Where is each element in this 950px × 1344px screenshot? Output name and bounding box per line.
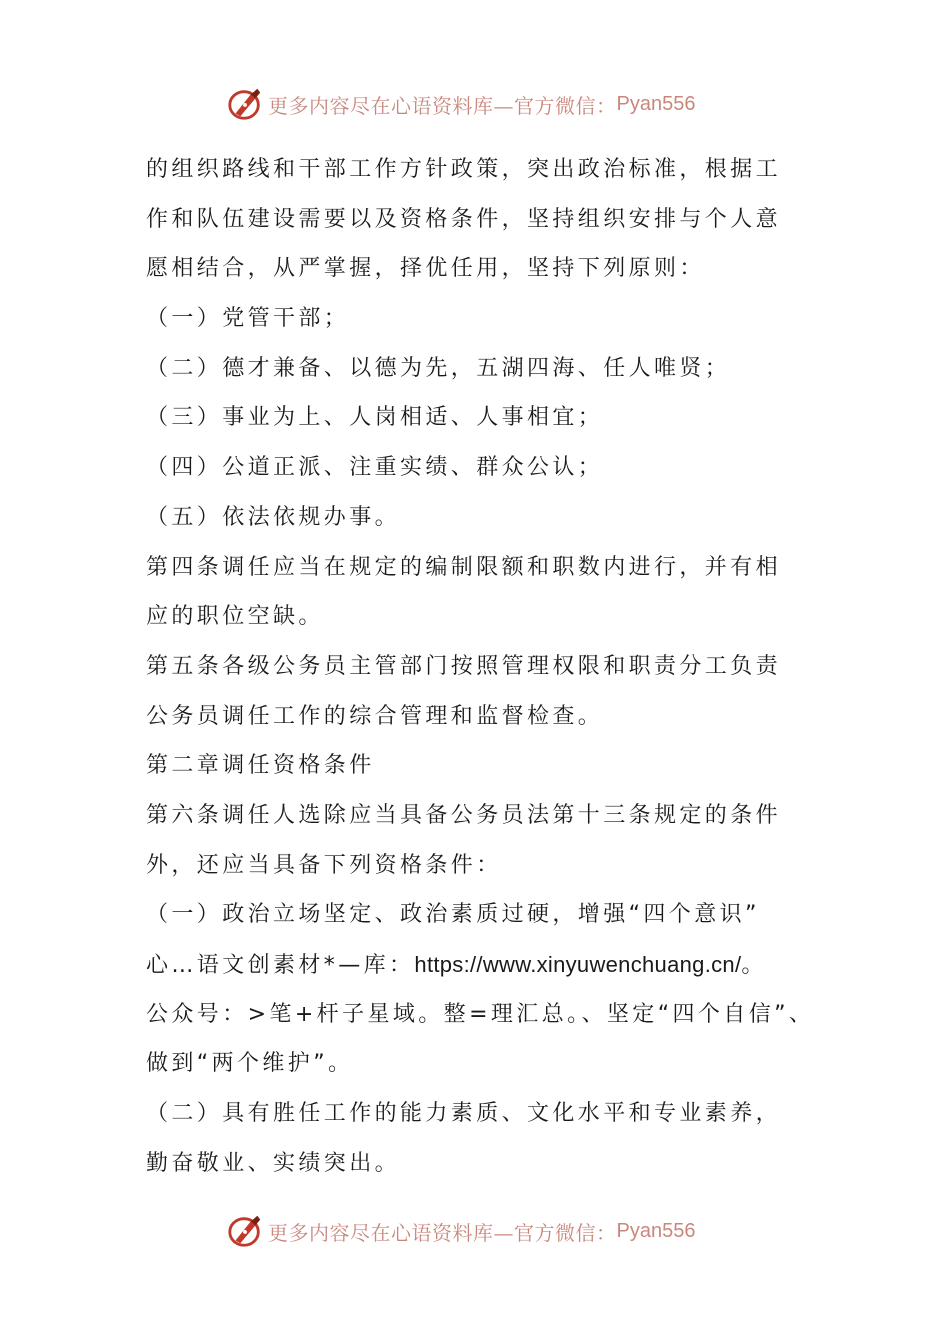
text-line: 作和队伍建设需要以及资格条件，坚持组织安排与个人意 — [146, 206, 782, 232]
text-line: 第五条各级公务员主管部门按照管理权限和职责分工负责 — [146, 653, 782, 679]
text-line: 第六条调任人选除应当具备公务员法第十三条规定的条件 — [146, 802, 782, 828]
website-link[interactable]: https://www.xinyuwenchuang.cn/ — [414, 952, 742, 977]
text-line: 公务员调任工作的综合管理和监督检查。 — [146, 703, 604, 729]
document-body — [146, 145, 846, 1188]
pen-nib-logo-icon — [226, 85, 264, 123]
url-line — [146, 940, 846, 990]
text-line: 愿相结合，从严掌握，择优任用，坚持下列原则： — [146, 256, 705, 282]
header-banner — [226, 84, 746, 124]
text-line: 的组织路线和干部工作方针政策，突出政治标准，根据工 — [146, 157, 782, 182]
url-suffix: 。 — [741, 953, 767, 978]
text-line: （一）政治立场坚定、政治素质过硬，增强“四个意识” — [146, 902, 760, 928]
text-line: （四）公道正派、注重实绩、群众公认； — [146, 455, 604, 481]
text-line: 公众号：>笔+杆子星域。整=理汇总。、坚定“四个自信”、 — [146, 1001, 815, 1027]
banner-text: 更多内容尽在心语资料库—官方微信： — [268, 93, 617, 118]
banner-wechat-id: Pyan556 — [616, 92, 696, 115]
banner-text: 更多内容尽在心语资料库—官方微信： — [268, 1220, 617, 1245]
text-line: 做到“两个维护”。 — [146, 1051, 354, 1077]
chapter-heading: 第二章调任资格条件 — [146, 753, 375, 779]
url-prefix: 心…语文创素材*—库： — [146, 953, 415, 978]
footer-banner — [226, 1211, 746, 1251]
text-line: （二）德才兼备、以德为先，五湖四海、任人唯贤； — [146, 355, 731, 381]
text-line: 应的职位空缺。 — [146, 604, 324, 630]
text-line: 第四条调任应当在规定的编制限额和职数内进行，并有相 — [146, 554, 782, 580]
text-line: 勤奋敬业、实绩突出。 — [146, 1150, 401, 1176]
text-line: （三）事业为上、人岗相适、人事相宜； — [146, 405, 604, 431]
text-line: （二）具有胜任工作的能力素质、文化水平和专业素养， — [146, 1101, 782, 1127]
text-line: （一）党管干部； — [146, 306, 350, 332]
text-line: （五）依法依规办事。 — [146, 504, 401, 530]
pen-nib-logo-icon — [226, 1212, 264, 1250]
text-line: 外，还应当具备下列资格条件： — [146, 852, 502, 878]
banner-wechat-id: Pyan556 — [616, 1219, 696, 1242]
